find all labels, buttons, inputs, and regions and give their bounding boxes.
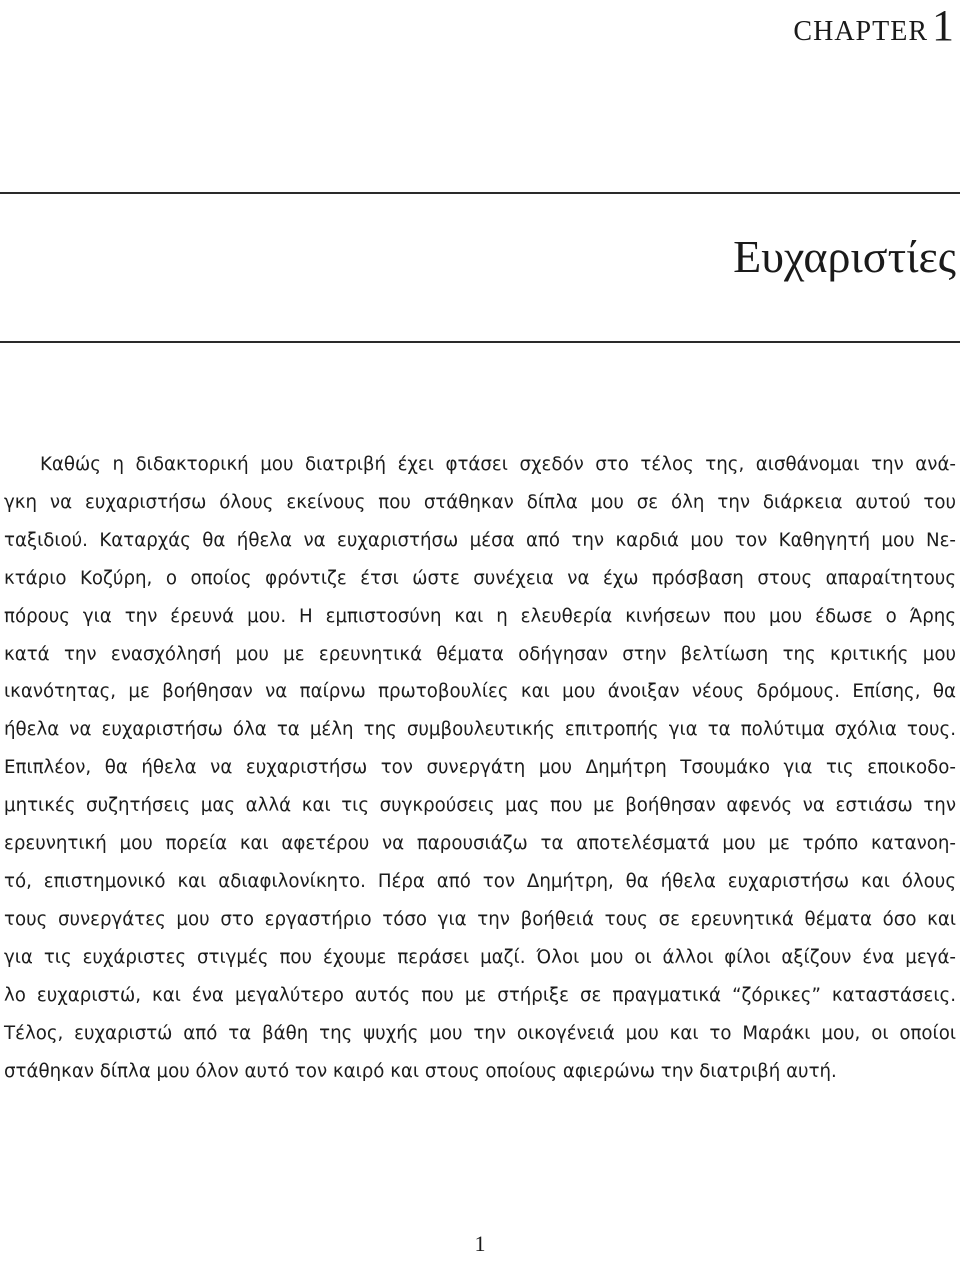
paragraph-line: λο ευχαριστώ, και ένα μεγαλύτερο αυτός που με στήριξε σε πραγματικά “ζόρικες” καταστάσεις. [4, 984, 956, 1006]
paragraph-line: πόρους για την έρευνά μου. Η εμπιστοσύνη και η ελευθερία κινήσεων που μου έδωσε ο Άρης [4, 605, 956, 627]
top-divider [0, 192, 960, 194]
page-title: Ευχαριστίες [733, 231, 956, 282]
paragraph-line: γκη να ευχαριστήσω όλους εκείνους που στάθηκαν δίπλα μου σε όλη την διάρκεια αυτού του [4, 491, 956, 513]
paragraph-line: Καθώς η διδακτορική μου διατριβή έχει φτάσει σχεδόν στο τέλος της, αισθάνομαι την ανά- [40, 454, 956, 475]
chapter-word: CHAPTER [793, 16, 928, 47]
paragraph-line: Επιπλέον, θα ήθελα να ευχαριστήσω τον συνεργάτη μου Δημήτρη Τσουμάκο για τις εποικοδο- [4, 757, 956, 779]
paragraph-line: στάθηκαν δίπλα μου όλον αυτό τον καιρό και στους οποίους αφιερώνω την διατριβή αυτή. [4, 1060, 837, 1082]
paragraph-line: ερευνητική μου πορεία και αφετέρου να παρουσιάζω τα αποτελέσματά μου με τρόπο κατανοη- [4, 833, 956, 855]
paragraph-line: τό, επιστημονικό και αδιαφιλονίκητο. Πέρα από τον Δημήτρη, θα ήθελα ευχαριστήσω και όλους [4, 870, 956, 892]
acknowledgements-paragraph [4, 446, 956, 1090]
chapter-number: 1 [932, 1, 954, 50]
paragraph-line: ικανότητας, με βοήθησαν να παίρνω πρωτοβουλίες και μου άνοιξαν νέους δρόμους. Επίσης, θα [4, 681, 956, 703]
paragraph-line: για τις ευχάριστες στιγμές που έχουμε περάσει μαζί. Όλοι μου οι άλλοι φίλοι αξίζουν ένα μεγά- [4, 946, 956, 968]
paragraph-line: ταξιδιού. Καταρχάς θα ήθελα να ευχαριστήσω μέσα από την καρδιά μου τον Καθηγητή μου Νε- [4, 529, 956, 551]
page-number: 1 [474, 1231, 486, 1256]
paragraph-line: κτάριο Κοζύρη, ο οποίος φρόντιζε έτσι ώστε συνέχεια να έχω πρόσβαση στους απαραίτητους [4, 567, 956, 589]
paragraph-line: Τέλος, ευχαριστώ από τα βάθη της ψυχής μου την οικογένειά μου και το Μαράκι μου, οι οποίοι [4, 1022, 956, 1044]
chapter-heading [793, 1, 954, 50]
paragraph-line: τους συνεργάτες μου στο εργαστήριο τόσο για την βοήθειά τους σε ερευνητικά θέματα όσο και [4, 908, 956, 930]
paragraph-line: κατά την ενασχόλησή μου με ερευνητικά θέματα οδήγησαν στην βελτίωση της κριτικής μου [4, 643, 956, 665]
paragraph-line: ήθελα να ευχαριστήσω όλα τα μέλη της συμβουλευτικής επιτροπής για τα πολύτιμα σχόλια τους. [4, 719, 956, 741]
paragraph-line: μητικές συζητήσεις μας αλλά και τις συγκρούσεις μας που με βοήθησαν αφενός να εστιάσω την [4, 795, 956, 817]
bottom-divider [0, 341, 960, 343]
